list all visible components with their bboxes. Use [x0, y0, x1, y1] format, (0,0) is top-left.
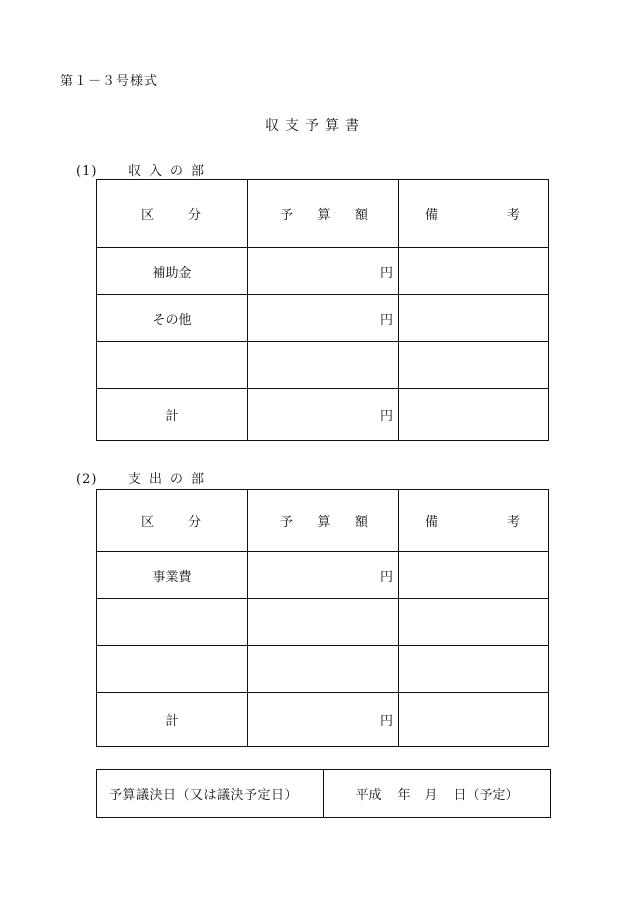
- income-section-title: 収入の部: [128, 164, 213, 179]
- header-kubun: 区 分: [97, 490, 248, 552]
- day-unit: 日: [453, 788, 467, 803]
- expense-amount-cell[interactable]: [248, 599, 399, 646]
- form-number: 第１－３号様式: [60, 74, 159, 89]
- income-note-cell[interactable]: [399, 248, 549, 295]
- expense-total-label: 計: [97, 693, 248, 747]
- resolution-row: [97, 770, 551, 818]
- expense-amount-cell[interactable]: 円: [248, 552, 399, 599]
- income-amount-cell[interactable]: [248, 342, 399, 389]
- header-yosan: 予 算 額: [248, 180, 399, 248]
- resolution-date-field[interactable]: [324, 770, 551, 818]
- era-label: 平成: [355, 788, 382, 803]
- table-row: [97, 552, 549, 599]
- expense-note-cell[interactable]: [399, 646, 549, 693]
- expense-note-cell[interactable]: [399, 599, 549, 646]
- income-section-label: [76, 160, 212, 179]
- header-biko: 備 考: [399, 180, 549, 248]
- table-row-total: [97, 389, 549, 441]
- income-item-cell[interactable]: [97, 342, 248, 389]
- table-row: [97, 599, 549, 646]
- header-biko: 備 考: [399, 490, 549, 552]
- table-row-total: [97, 693, 549, 747]
- income-note-cell[interactable]: [399, 295, 549, 342]
- expense-table: [96, 489, 549, 747]
- expense-total-note[interactable]: [399, 693, 549, 747]
- planned-note: （予定）: [466, 788, 519, 803]
- table-row: [97, 248, 549, 295]
- income-table: [96, 179, 549, 441]
- month-unit: 月: [424, 788, 438, 803]
- expense-total-amount[interactable]: 円: [248, 693, 399, 747]
- header-kubun: 区 分: [97, 180, 248, 248]
- income-total-note[interactable]: [399, 389, 549, 441]
- expense-item-cell: 事業費: [97, 552, 248, 599]
- expense-amount-cell[interactable]: [248, 646, 399, 693]
- expense-section-label: [76, 468, 212, 487]
- income-total-amount[interactable]: 円: [248, 389, 399, 441]
- header-yosan: 予 算 額: [248, 490, 399, 552]
- income-amount-cell[interactable]: 円: [248, 295, 399, 342]
- income-note-cell[interactable]: [399, 342, 549, 389]
- expense-section-number: (2): [76, 472, 98, 487]
- table-row: [97, 295, 549, 342]
- table-row: [97, 646, 549, 693]
- resolution-label: 予算議決日（又は議決予定日）: [97, 770, 324, 818]
- expense-section-title: 支出の部: [128, 472, 213, 487]
- resolution-date-table: [96, 769, 551, 818]
- expense-header-row: [97, 490, 549, 552]
- expense-note-cell[interactable]: [399, 552, 549, 599]
- document-title: 収支予算書: [265, 118, 365, 134]
- income-amount-cell[interactable]: 円: [248, 248, 399, 295]
- table-row: [97, 342, 549, 389]
- income-header-row: [97, 180, 549, 248]
- year-unit: 年: [397, 788, 411, 803]
- income-section-number: (1): [76, 164, 98, 179]
- expense-item-cell[interactable]: [97, 646, 248, 693]
- income-item-cell: 補助金: [97, 248, 248, 295]
- expense-item-cell[interactable]: [97, 599, 248, 646]
- income-total-label: 計: [97, 389, 248, 441]
- income-item-cell: その他: [97, 295, 248, 342]
